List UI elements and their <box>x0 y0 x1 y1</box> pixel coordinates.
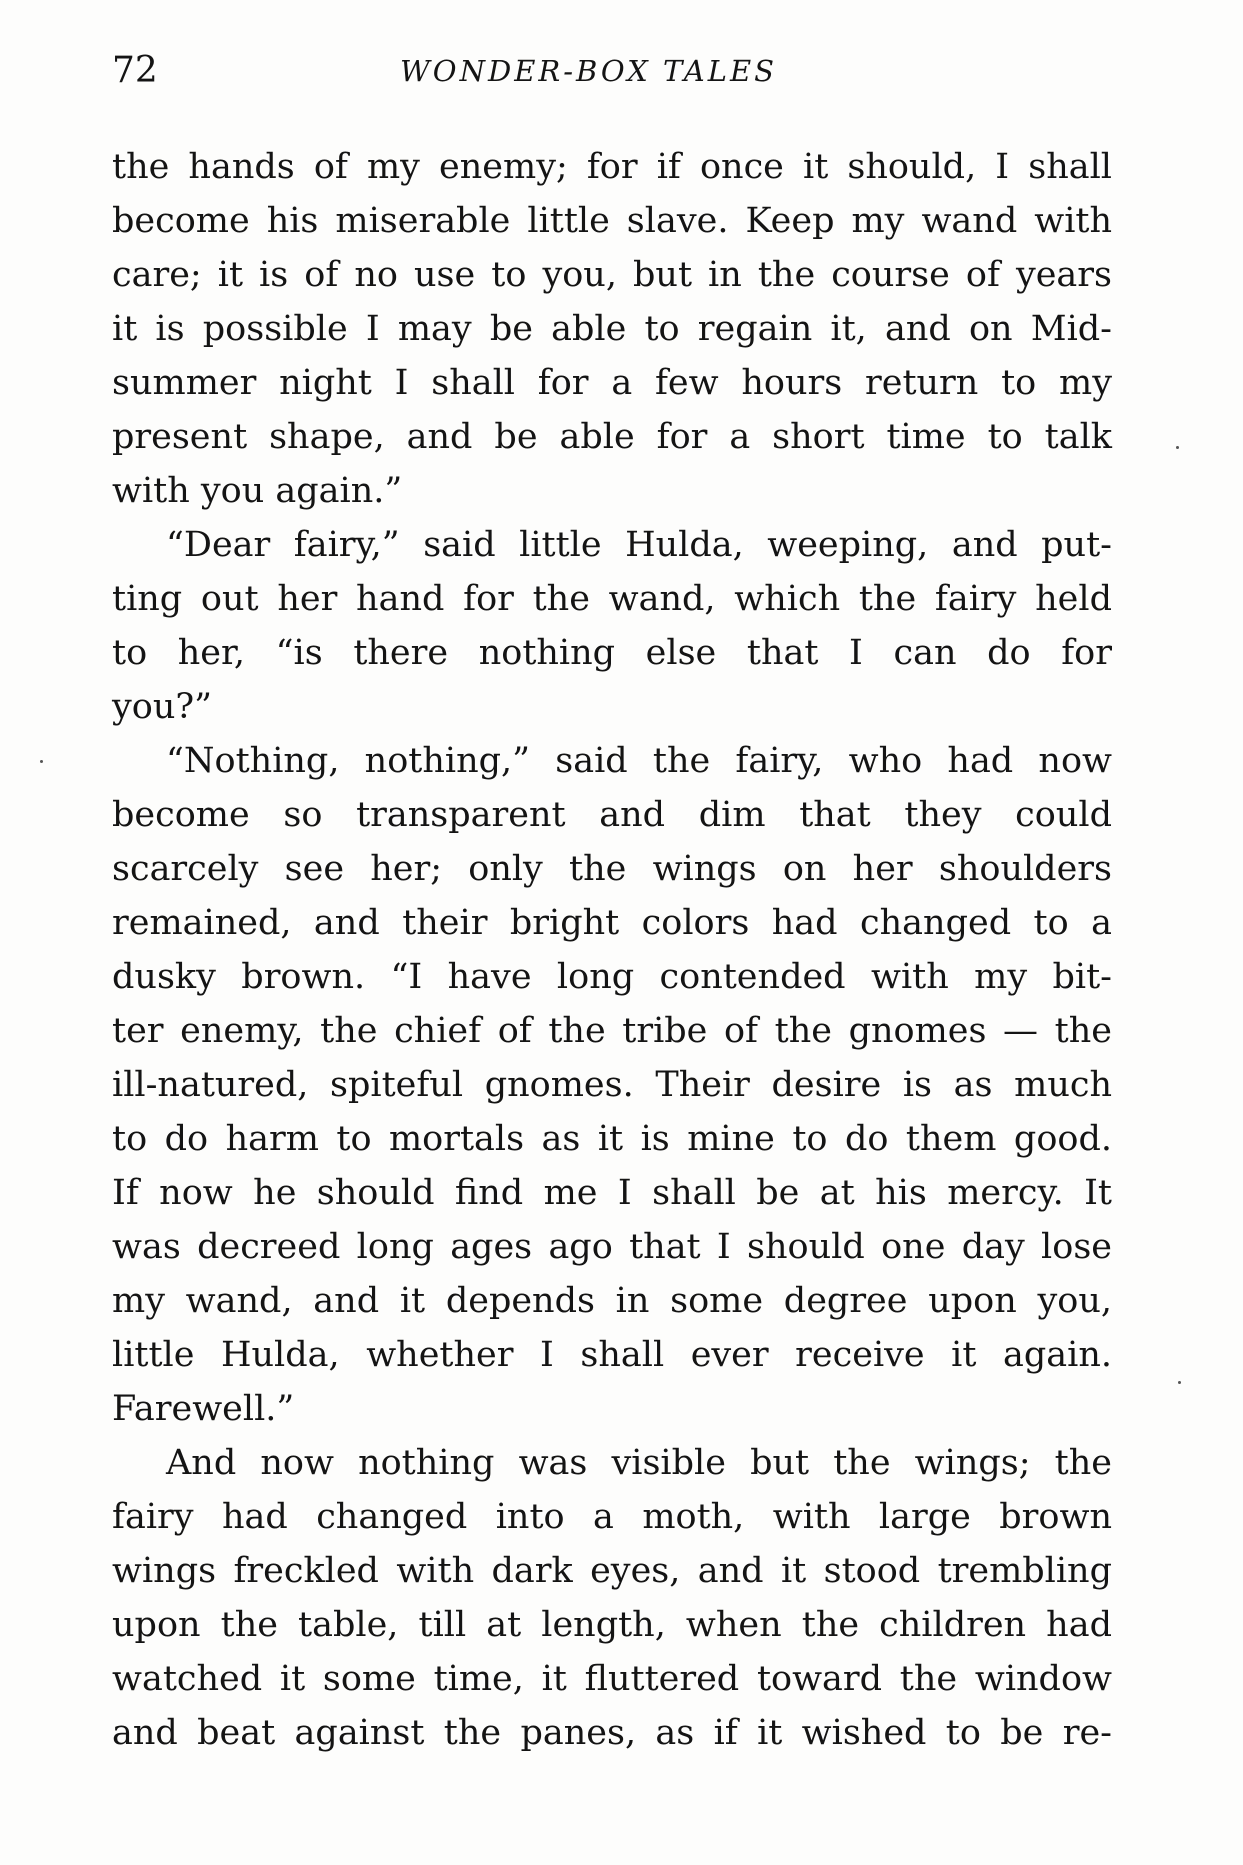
text-line: become his miserable little slave. Keep my wand with <box>112 201 1112 241</box>
specks <box>1176 446 1179 449</box>
text-line: it is possible I may be able to regain it, and on Mid- <box>112 309 1112 349</box>
page-number: 72 <box>112 50 158 91</box>
text-line: upon the table, till at length, when the children had <box>112 1605 1112 1645</box>
text-line: remained, and their bright colors had changed to a <box>112 903 1112 943</box>
body-text <box>112 140 1112 1760</box>
text-line: wings freckled with dark eyes, and it stood trembling <box>112 1551 1112 1591</box>
running-title: WONDER-BOX TALES <box>400 54 777 88</box>
text-line: little Hulda, whether I shall ever receive it again. <box>112 1335 1112 1375</box>
text-line: my wand, and it depends in some degree upon you, <box>112 1281 1112 1321</box>
text-line: and beat against the panes, as if it wished to be re- <box>112 1713 1112 1753</box>
text-line: ting out her hand for the wand, which the fairy held <box>112 579 1112 619</box>
text-line: care; it is of no use to you, but in the course of years <box>112 255 1112 295</box>
text-line: the hands of my enemy; for if once it should, I shall <box>112 147 1112 187</box>
text-line: Farewell.” <box>112 1389 295 1429</box>
text-line: ill-natured, spiteful gnomes. Their desire is as much <box>112 1065 1112 1105</box>
text-line: And now nothing was visible but the wings; the <box>166 1443 1112 1483</box>
text-line: ter enemy, the chief of the tribe of the gnomes — the <box>112 1011 1112 1051</box>
specks <box>1178 1381 1181 1384</box>
text-line: summer night I shall for a few hours return to my <box>112 363 1112 403</box>
running-head <box>112 50 1112 100</box>
text-line: present shape, and be able for a short time to talk <box>112 417 1112 457</box>
text-line: “Nothing, nothing,” said the fairy, who had now <box>166 741 1112 781</box>
text-line: watched it some time, it fluttered toward the window <box>112 1659 1112 1699</box>
text-line: If now he should find me I shall be at his mercy. It <box>112 1173 1112 1213</box>
text-line: with you again.” <box>112 471 403 511</box>
text-line: dusky brown. “I have long contended with my bit- <box>112 957 1112 997</box>
text-line: become so transparent and dim that they could <box>112 795 1112 835</box>
text-line: was decreed long ages ago that I should one day lose <box>112 1227 1112 1267</box>
text-line: fairy had changed into a moth, with large brown <box>112 1497 1112 1537</box>
specks <box>40 760 43 763</box>
text-line: to do harm to mortals as it is mine to do them good. <box>112 1119 1112 1159</box>
text-line: “Dear fairy,” said little Hulda, weeping, and put- <box>166 525 1112 565</box>
text-line: you?” <box>112 687 213 727</box>
text-line: to her, “is there nothing else that I can do for <box>112 633 1112 673</box>
text-line: scarcely see her; only the wings on her shoulders <box>112 849 1112 889</box>
